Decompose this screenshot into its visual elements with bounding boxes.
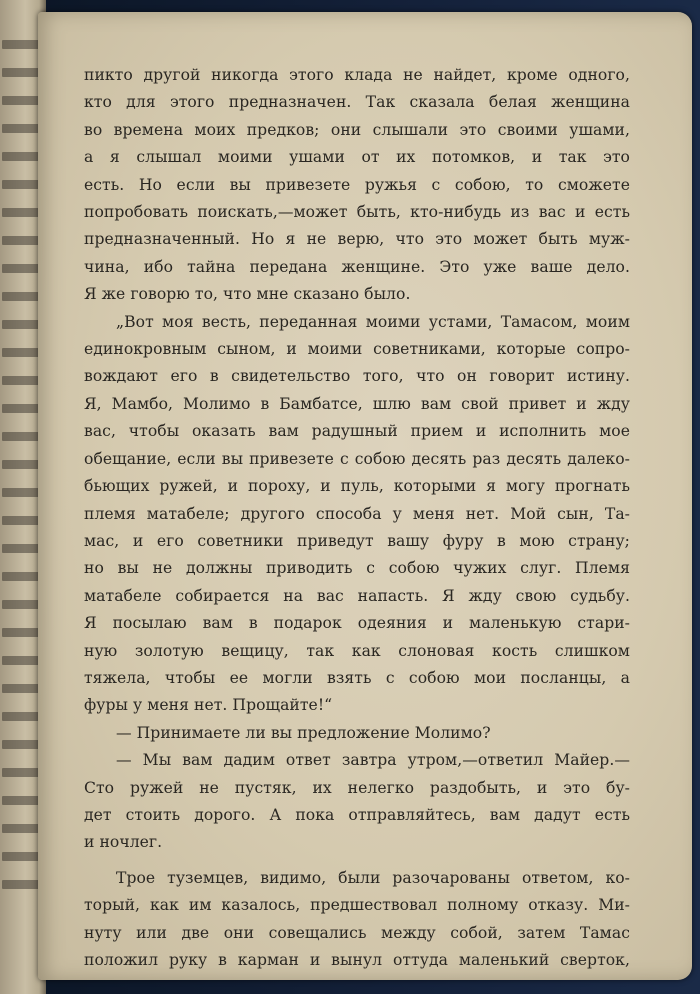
ghost-text bbox=[2, 712, 40, 721]
text-line: есть. Но если вы привезете ружья с собою, то сможете bbox=[84, 175, 630, 194]
text-line: кто для этого предназначен. Так сказала белая женщина bbox=[84, 93, 630, 112]
ghost-text bbox=[2, 460, 40, 469]
page-text bbox=[84, 62, 630, 974]
text-line: дет стоить дорого. А пока отправляйтесь, вам дадут есть bbox=[84, 805, 630, 824]
book-page bbox=[38, 12, 692, 980]
ghost-text bbox=[2, 544, 40, 553]
ghost-text bbox=[2, 516, 40, 525]
text-line: „Вот моя весть, переданная моими устами, Тамасом, моим bbox=[116, 312, 630, 331]
ghost-text bbox=[2, 796, 40, 805]
ghost-text bbox=[2, 768, 40, 777]
text-line: чина, ибо тайна передана женщине. Это уже ваше дело. bbox=[84, 257, 630, 276]
ghost-text bbox=[2, 852, 40, 861]
text-line: фуры у меня нет. Прощайте!“ bbox=[84, 696, 333, 715]
text-line: а я слышал моими ушами от их потомков, и так это bbox=[84, 148, 630, 167]
ghost-text bbox=[2, 600, 40, 609]
ghost-text bbox=[2, 488, 40, 497]
ghost-text bbox=[2, 124, 40, 133]
text-line: племя матабеле; другого способа у меня нет. Мой сын, Та- bbox=[84, 504, 630, 523]
ghost-text bbox=[2, 152, 40, 161]
text-line: Я, Мамбо, Молимо в Бамбатсе, шлю вам свой привет и жду bbox=[84, 394, 630, 413]
paragraph-gap bbox=[84, 857, 630, 865]
text-line: тяжела, чтобы ее могли взять с собою мои посланцы, а bbox=[84, 668, 630, 687]
ghost-text bbox=[2, 68, 40, 77]
ghost-text bbox=[2, 684, 40, 693]
text-line: торый, как им казалось, предшествовал полному отказу. Ми- bbox=[84, 896, 630, 915]
text-line: мас, и его советники приведут вашу фуру в мою страну; bbox=[84, 531, 630, 550]
ghost-text bbox=[2, 656, 40, 665]
ghost-text bbox=[2, 824, 40, 833]
ghost-text bbox=[2, 348, 40, 357]
text-line: пикто другой никогда этого клада не найдет, кроме одного, bbox=[84, 66, 630, 84]
text-line: Сто ружей не пустяк, их нелегко раздобыть, и это бу- bbox=[84, 778, 630, 797]
ghost-text bbox=[2, 40, 40, 49]
ghost-text bbox=[2, 628, 40, 637]
text-line: Я же говорю то, что мне сказано было. bbox=[84, 285, 411, 304]
ghost-text bbox=[2, 572, 40, 581]
text-line: — Принимаете ли вы предложение Молимо? bbox=[116, 723, 491, 742]
text-line: нуту или две они совещались между собой, затем Тамас bbox=[84, 923, 630, 942]
ghost-text bbox=[2, 292, 40, 301]
text-line: Трое туземцев, видимо, были разочарованы ответом, ко- bbox=[116, 868, 630, 887]
ghost-text bbox=[2, 180, 40, 189]
ghost-text bbox=[2, 96, 40, 105]
text-line: бьющих ружей, и пороху, и пуль, которыми я могу прогнать bbox=[84, 477, 630, 496]
ghost-text bbox=[2, 880, 40, 889]
ghost-text bbox=[2, 320, 40, 329]
text-line: Я посылаю вам в подарок одеяния и маленькую стари- bbox=[84, 614, 630, 633]
ghost-text bbox=[2, 376, 40, 385]
text-line: положил руку в карман и вынул оттуда маленький сверток, bbox=[84, 951, 630, 969]
text-line: но вы не должны приводить с собою чужих слуг. Племя bbox=[84, 559, 630, 578]
text-line: обещание, если вы привезете с собою десять раз десять далеко- bbox=[84, 449, 630, 468]
text-line: единокровным сыном, и моими советниками, которые сопро- bbox=[84, 340, 630, 359]
ghost-text bbox=[2, 264, 40, 273]
text-line: и ночлег. bbox=[84, 833, 163, 852]
text-line: — Мы вам дадим ответ завтра утром,—ответил Майер.— bbox=[116, 751, 630, 770]
ghost-text bbox=[2, 404, 40, 413]
text-line: во времена моих предков; они слышали это своими ушами, bbox=[84, 120, 630, 139]
text-line: ную золотую вещицу, так как слоновая кость слишком bbox=[84, 641, 630, 660]
ghost-text bbox=[2, 432, 40, 441]
ghost-text bbox=[2, 208, 40, 217]
text-line: предназначенный. Но я не верю, что это может быть муж- bbox=[84, 230, 630, 249]
text-line: попробовать поискать,—может быть, кто-нибудь из вас и есть bbox=[84, 203, 630, 222]
ghost-text bbox=[2, 236, 40, 245]
text-line: вас, чтобы оказать вам радушный прием и исполнить мое bbox=[84, 422, 630, 441]
text-line: матабеле собирается на вас напасть. Я жду свою судьбу. bbox=[84, 586, 630, 605]
text-line: вождают его в свидетельство того, что он говорит истину. bbox=[84, 367, 630, 386]
ghost-text bbox=[2, 740, 40, 749]
